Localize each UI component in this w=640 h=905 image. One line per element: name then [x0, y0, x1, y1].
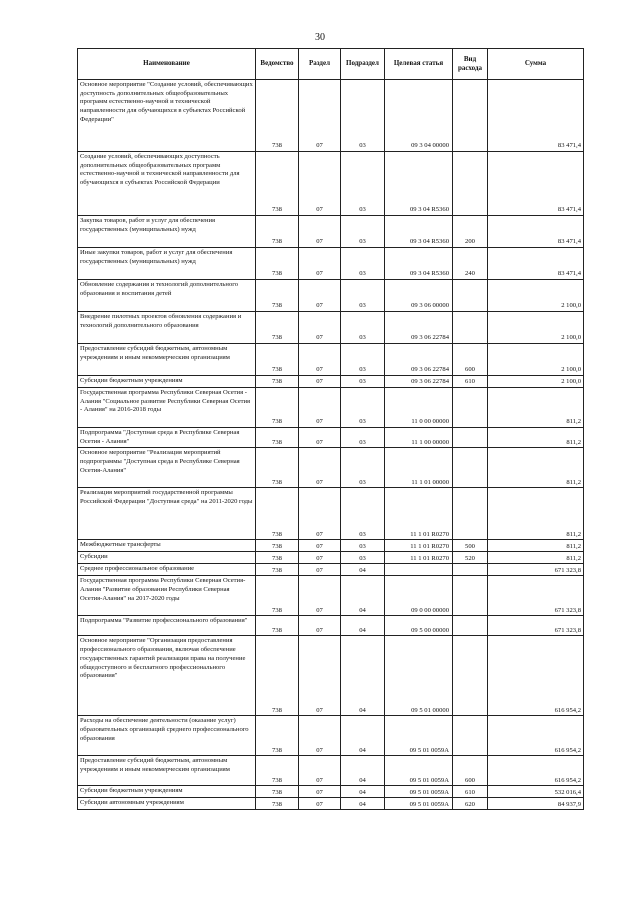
row-sum: 811,2 — [488, 428, 584, 448]
row-subsection: 03 — [341, 216, 385, 248]
row-section: 07 — [299, 152, 341, 216]
row-sum: 2 100,0 — [488, 280, 584, 312]
row-sum: 811,2 — [488, 448, 584, 488]
row-name: Создание условий, обеспечивающих доступность дополнительных общеобразовательных программ естественно-научной и технической направленности для обучающихся в субъектах Российской Федерации — [78, 152, 256, 216]
row-subsection: 04 — [341, 636, 385, 716]
row-dept: 738 — [256, 716, 299, 756]
header-section: Раздел — [299, 49, 341, 80]
row-section: 07 — [299, 786, 341, 798]
row-section: 07 — [299, 552, 341, 564]
row-dept: 738 — [256, 448, 299, 488]
row-dept: 738 — [256, 616, 299, 636]
row-sum: 671 323,8 — [488, 576, 584, 616]
budget-table — [77, 48, 584, 810]
row-dept: 738 — [256, 636, 299, 716]
row-dept: 738 — [256, 376, 299, 388]
row-subsection: 04 — [341, 716, 385, 756]
row-expense-type: 500 — [453, 540, 488, 552]
row-target: 09 5 01 0059А — [385, 786, 453, 798]
row-subsection: 03 — [341, 488, 385, 540]
row-dept: 738 — [256, 540, 299, 552]
row-expense-type: 520 — [453, 552, 488, 564]
table-body — [78, 80, 584, 810]
row-dept: 738 — [256, 280, 299, 312]
row-subsection: 04 — [341, 798, 385, 810]
row-subsection: 04 — [341, 616, 385, 636]
table-row — [78, 488, 584, 540]
row-sum: 2 100,0 — [488, 312, 584, 344]
row-sum: 811,2 — [488, 388, 584, 428]
row-subsection: 03 — [341, 80, 385, 152]
row-target: 11 1 00 00000 — [385, 428, 453, 448]
table-row — [78, 428, 584, 448]
row-expense-type — [453, 152, 488, 216]
table-row — [78, 564, 584, 576]
row-target: 09 5 01 0059А — [385, 756, 453, 786]
row-name: Закупка товаров, работ и услуг для обеспечения государственных (муниципальных) нужд — [78, 216, 256, 248]
row-section: 07 — [299, 756, 341, 786]
row-subsection: 03 — [341, 152, 385, 216]
table-row — [78, 280, 584, 312]
row-sum: 2 100,0 — [488, 376, 584, 388]
row-section: 07 — [299, 280, 341, 312]
row-name: Государственная программа Республики Северная Осетия-Алания "Развитие образования Республики Северная Осетия-Алания" на 2017-2020 годы — [78, 576, 256, 616]
header-name: Наименование — [78, 49, 256, 80]
header-sum: Сумма — [488, 49, 584, 80]
row-name: Предоставление субсидий бюджетным, автономным учреждениям и иным некоммерческим организациям — [78, 756, 256, 786]
table-row — [78, 576, 584, 616]
row-expense-type: 610 — [453, 786, 488, 798]
row-name: Реализация мероприятий государственной программы Российской Федерации "Доступная среда" на 2011-2020 годы — [78, 488, 256, 540]
row-target: 09 0 00 00000 — [385, 576, 453, 616]
row-subsection: 03 — [341, 344, 385, 376]
row-name: Внедрение пилотных проектов обновления содержания и технологий дополнительного образования — [78, 312, 256, 344]
row-section: 07 — [299, 564, 341, 576]
row-section: 07 — [299, 376, 341, 388]
table-row — [78, 798, 584, 810]
row-expense-type — [453, 388, 488, 428]
row-name: Предоставление субсидий бюджетным, автономным учреждениям и иным некоммерческим организациям — [78, 344, 256, 376]
row-dept: 738 — [256, 428, 299, 448]
table-row — [78, 786, 584, 798]
row-subsection: 03 — [341, 248, 385, 280]
row-expense-type — [453, 716, 488, 756]
row-subsection: 03 — [341, 428, 385, 448]
row-subsection: 03 — [341, 376, 385, 388]
row-name: Обновление содержания и технологий дополнительного образования и воспитания детей — [78, 280, 256, 312]
row-subsection: 03 — [341, 312, 385, 344]
row-section: 07 — [299, 80, 341, 152]
row-sum: 84 937,9 — [488, 798, 584, 810]
row-target — [385, 564, 453, 576]
row-dept: 738 — [256, 798, 299, 810]
row-dept: 738 — [256, 552, 299, 564]
row-sum: 83 471,4 — [488, 152, 584, 216]
page-number: 30 — [315, 32, 325, 43]
row-sum: 671 323,8 — [488, 564, 584, 576]
row-dept: 738 — [256, 80, 299, 152]
row-target: 11 0 00 00000 — [385, 388, 453, 428]
row-sum: 532 016,4 — [488, 786, 584, 798]
row-name: Иные закупки товаров, работ и услуг для обеспечения государственных (муниципальных) нужд — [78, 248, 256, 280]
row-target: 09 3 04 R5360 — [385, 248, 453, 280]
row-dept: 738 — [256, 152, 299, 216]
row-target: 09 3 06 22784 — [385, 312, 453, 344]
row-name: Субсидии автономным учреждениям — [78, 798, 256, 810]
table-row — [78, 552, 584, 564]
row-subsection: 03 — [341, 388, 385, 428]
row-name: Расходы на обеспечение деятельности (оказание услуг) образовательных организаций среднего профессионального образования — [78, 716, 256, 756]
row-sum: 616 954,2 — [488, 756, 584, 786]
row-target: 09 3 04 R5360 — [385, 216, 453, 248]
row-expense-type: 200 — [453, 216, 488, 248]
row-target: 09 3 06 22784 — [385, 344, 453, 376]
row-dept: 738 — [256, 564, 299, 576]
row-name: Основное мероприятие "Реализация мероприятий подпрограммы "Доступная среда в Республике Северная Осетия-Алания" — [78, 448, 256, 488]
row-section: 07 — [299, 716, 341, 756]
row-section: 07 — [299, 388, 341, 428]
header-expense-type: Вид расхода — [453, 49, 488, 80]
table-row — [78, 344, 584, 376]
row-section: 07 — [299, 798, 341, 810]
row-section: 07 — [299, 488, 341, 540]
row-subsection: 03 — [341, 540, 385, 552]
row-target: 11 1 01 00000 — [385, 448, 453, 488]
table-row — [78, 312, 584, 344]
row-dept: 738 — [256, 248, 299, 280]
row-dept: 738 — [256, 388, 299, 428]
row-subsection: 03 — [341, 280, 385, 312]
table-row — [78, 540, 584, 552]
row-dept: 738 — [256, 756, 299, 786]
row-section: 07 — [299, 616, 341, 636]
row-dept: 738 — [256, 216, 299, 248]
table-row — [78, 388, 584, 428]
row-expense-type — [453, 576, 488, 616]
row-name: Подпрограмма "Развитие профессионального образования" — [78, 616, 256, 636]
row-dept: 738 — [256, 488, 299, 540]
row-sum: 83 471,4 — [488, 248, 584, 280]
row-sum: 2 100,0 — [488, 344, 584, 376]
row-expense-type — [453, 616, 488, 636]
row-target: 09 5 00 00000 — [385, 616, 453, 636]
row-target: 11 1 01 R0270 — [385, 552, 453, 564]
table-row — [78, 248, 584, 280]
row-expense-type — [453, 564, 488, 576]
header-target: Целевая статья — [385, 49, 453, 80]
row-subsection: 04 — [341, 756, 385, 786]
table-row — [78, 636, 584, 716]
row-section: 07 — [299, 428, 341, 448]
row-sum: 83 471,4 — [488, 216, 584, 248]
row-name: Межбюджетные трансферты — [78, 540, 256, 552]
table-row — [78, 216, 584, 248]
row-section: 07 — [299, 448, 341, 488]
row-sum: 616 954,2 — [488, 636, 584, 716]
row-subsection: 03 — [341, 448, 385, 488]
row-sum: 671 323,8 — [488, 616, 584, 636]
row-target: 11 1 01 R0270 — [385, 488, 453, 540]
row-dept: 738 — [256, 344, 299, 376]
row-name: Субсидии бюджетным учреждениям — [78, 376, 256, 388]
table-row — [78, 616, 584, 636]
row-section: 07 — [299, 344, 341, 376]
row-section: 07 — [299, 216, 341, 248]
row-target: 11 1 01 R0270 — [385, 540, 453, 552]
row-subsection: 04 — [341, 576, 385, 616]
row-expense-type — [453, 80, 488, 152]
row-expense-type — [453, 448, 488, 488]
table-row — [78, 152, 584, 216]
row-expense-type: 240 — [453, 248, 488, 280]
table-header-row — [78, 49, 584, 80]
row-subsection: 04 — [341, 564, 385, 576]
header-dept: Ведомство — [256, 49, 299, 80]
row-target: 09 5 01 0059А — [385, 716, 453, 756]
row-target: 09 3 06 00000 — [385, 280, 453, 312]
row-sum: 811,2 — [488, 552, 584, 564]
row-name: Государственная программа Республики Северная Осетия - Алания "Социальное развитие Республики Северная Осетия - Алания" на 2016-2018 годы — [78, 388, 256, 428]
table-row — [78, 756, 584, 786]
row-dept: 738 — [256, 576, 299, 616]
row-dept: 738 — [256, 786, 299, 798]
row-sum: 83 471,4 — [488, 80, 584, 152]
row-target: 09 3 04 R5360 — [385, 152, 453, 216]
row-subsection: 04 — [341, 786, 385, 798]
row-expense-type — [453, 312, 488, 344]
row-target: 09 3 06 22784 — [385, 376, 453, 388]
row-section: 07 — [299, 576, 341, 616]
row-name: Среднее профессиональное образование — [78, 564, 256, 576]
row-expense-type: 600 — [453, 756, 488, 786]
row-name: Субсидии — [78, 552, 256, 564]
row-target: 09 3 04 00000 — [385, 80, 453, 152]
row-dept: 738 — [256, 312, 299, 344]
row-sum: 811,2 — [488, 540, 584, 552]
row-target: 09 5 01 0059А — [385, 798, 453, 810]
row-name: Основное мероприятие "Создание условий, обеспечивающих доступность дополнительных общеобразовательных программ естественно-научной и технической направленности для обучающихся в субъектах Российской Федерации" — [78, 80, 256, 152]
row-sum: 616 954,2 — [488, 716, 584, 756]
row-section: 07 — [299, 248, 341, 280]
table-row — [78, 376, 584, 388]
table-row — [78, 448, 584, 488]
row-expense-type — [453, 488, 488, 540]
row-section: 07 — [299, 540, 341, 552]
row-expense-type: 600 — [453, 344, 488, 376]
row-sum: 811,2 — [488, 488, 584, 540]
row-subsection: 03 — [341, 552, 385, 564]
row-section: 07 — [299, 636, 341, 716]
row-expense-type — [453, 428, 488, 448]
table-row — [78, 716, 584, 756]
row-name: Подпрограмма "Доступная среда в Республике Северная Осетия - Алания" — [78, 428, 256, 448]
row-name: Субсидии бюджетным учреждениям — [78, 786, 256, 798]
row-expense-type — [453, 280, 488, 312]
row-target: 09 5 01 00000 — [385, 636, 453, 716]
table-row — [78, 80, 584, 152]
row-expense-type: 620 — [453, 798, 488, 810]
row-expense-type: 610 — [453, 376, 488, 388]
row-section: 07 — [299, 312, 341, 344]
header-subsection: Подраздел — [341, 49, 385, 80]
row-name: Основное мероприятие "Организация предоставления профессионального образования, включая обеспечение государственных гарантий реализации права на получение общедоступного и бесплатного профессионального образования" — [78, 636, 256, 716]
row-expense-type — [453, 636, 488, 716]
